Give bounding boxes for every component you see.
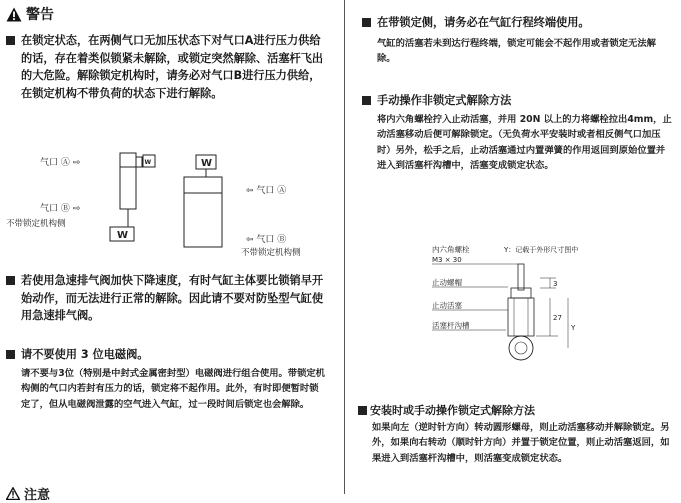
right-section-2-heading: 手动操作非锁定式解除方法 — [362, 92, 674, 110]
warning-paragraph-1: 在锁定状态，在两侧气口无加压状态下对气口A进行压力供给的话，存在着类似锁紧未解除，或锁定突然解除、活塞杆飞出的大危险。解除锁定机构时，请务必对气口B进行压力供给，在锁定机构不带负荷的状态下进行解除。 — [6, 32, 328, 102]
bullet-square-icon — [6, 36, 15, 45]
stopper-nut-label: 止动螺帽 — [432, 278, 462, 287]
rod-groove-label: 活塞杆沟槽 — [432, 321, 470, 330]
warning-triangle-icon — [6, 7, 22, 22]
dim-y-label: Y — [571, 324, 576, 332]
dim-3-label: 3 — [553, 280, 558, 288]
right-section-2-body: 将内六角螺栓拧入止动活塞，并用 20N 以上的力将螺栓拉出4mm，止动活塞移动后便可解除锁定。（无负荷水平安装时或者相反侧气口加压时）另外，松手之后，止动活塞通过内置弹簧的作用返回到原始位置并进入到活塞杆沟槽中，活塞变成锁定状态。 — [377, 114, 672, 172]
bullet-square-icon — [358, 406, 367, 415]
bullet-square-icon — [6, 276, 15, 285]
weight-label-left: W — [117, 230, 129, 241]
warning-paragraph-3-body: 请不要与3位（特别是中封式金属密封型）电磁阀进行组合使用。带锁定机构侧的气口内若封有压力的话，锁定将不起作用。此外，有时即便暂时锁定了，但从电磁阀泄露的空气进入气缸，过一段时间后锁定也会解除。 — [21, 368, 325, 410]
warning-heading — [6, 4, 54, 24]
right-section-1-body: 气缸的活塞若未到达行程终端，锁定可能会不起作用或者锁定无法解除。 — [377, 38, 656, 65]
right-section-3-body: 如果向左（逆时针方向）转动圆形螺母，则止动活塞移动并解除锁定。另外，如果向右转动（顺时针方向）并置于锁定位置，则止动活塞返回，如果进入到活塞杆沟槽中，则活塞变成锁定状态。 — [372, 422, 670, 464]
column-divider — [344, 0, 345, 494]
port-b-label-right: ⇦ 气口 Ⓑ — [246, 235, 287, 245]
dim-27-label: 27 — [553, 314, 562, 322]
bolt-shape — [518, 264, 524, 290]
warning-paragraph-2: 若使用急速排气阀加快下降速度，有时气缸主体要比锁销早开始动作，而无法进行正常的解除。因此请不要对防坠型气缸使用急速排气阀。 — [6, 272, 328, 325]
cylinder-right-body — [184, 177, 222, 247]
stopper-piston-label: 止动活塞 — [432, 301, 462, 310]
port-a-label-right: ⇦ 气口 Ⓐ — [246, 186, 287, 196]
weight-label-right: W — [201, 158, 213, 169]
y-note-label: Y：记载于外形尺寸图中 — [504, 246, 579, 254]
port-a-label-left: 气口 Ⓐ ⇨ — [40, 158, 81, 168]
manual-release-figure — [408, 240, 638, 378]
right-section-3-heading: 安装时或手动操作锁定式解除方法 — [362, 402, 674, 420]
nut-shape — [511, 288, 531, 298]
no-lock-side-label-left: 不带锁定机构侧 — [6, 219, 66, 229]
bullet-square-icon — [6, 350, 15, 359]
bullet-square-icon — [362, 96, 371, 105]
warning-title: 警告 — [26, 7, 54, 23]
caution-title: 注意 — [24, 488, 51, 503]
no-lock-side-label-right: 不带锁定机构侧 — [241, 248, 301, 258]
bolt-size-label: M3 × 30 — [432, 256, 462, 264]
body-shape — [508, 298, 534, 336]
bolt-label: 内六角螺栓 — [432, 245, 470, 254]
cylinder-left-body — [120, 153, 136, 209]
warning-paragraph-3-heading: 请不要使用 3 位电磁阀。 — [6, 346, 328, 364]
port-b-label-left: 气口 Ⓑ ⇨ — [40, 204, 81, 214]
lock-release-diagram — [6, 145, 336, 260]
right-section-1-heading: 在带锁定侧，请务必在气缸行程终端使用。 — [362, 14, 674, 32]
lock-unit-label-left: W — [144, 159, 152, 166]
rod-circle — [509, 336, 533, 360]
bullet-square-icon — [362, 18, 371, 27]
